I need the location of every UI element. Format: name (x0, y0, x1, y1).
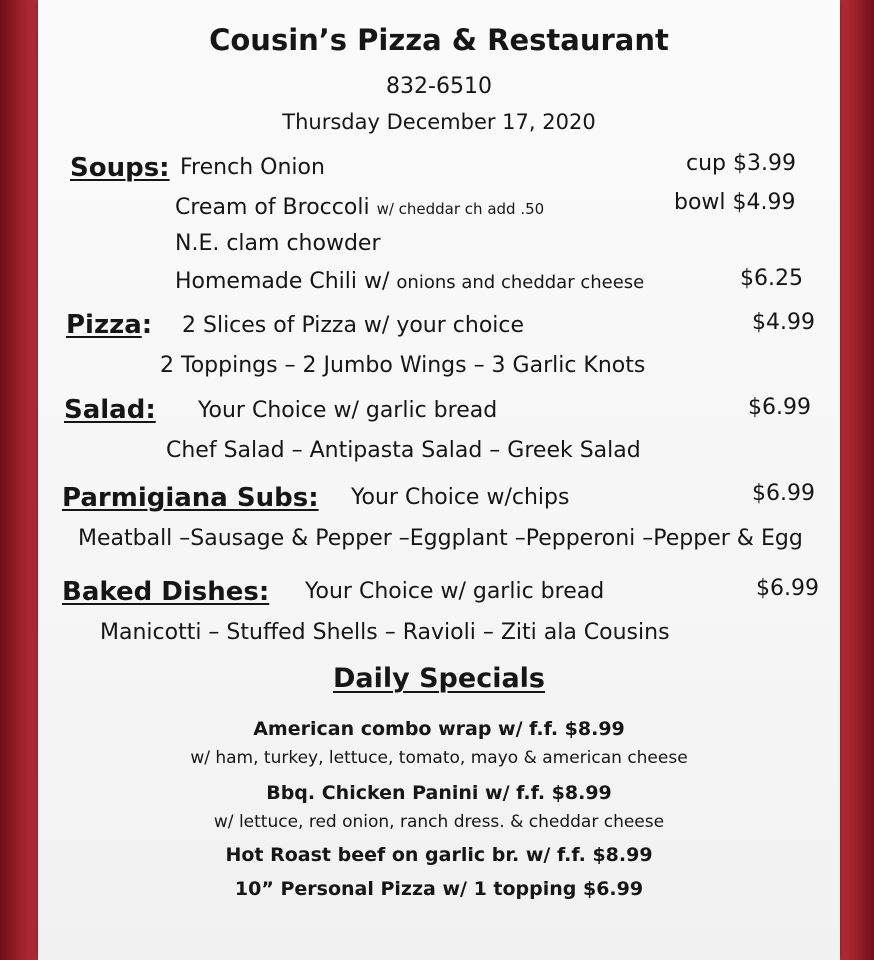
soup-homemade-chili (175, 271, 644, 293)
menu-date: Thursday December 17, 2020 (282, 110, 596, 134)
special-american-combo: American combo wrap w/ f.f. $8.99 (253, 718, 625, 740)
soup-cream-broccoli-note: w/ cheddar ch add .50 (376, 200, 545, 218)
pizza-heading-label: Pizza (66, 310, 142, 340)
salad-options: Chef Salad – Antipasta Salad – Greek Salad (166, 438, 641, 463)
soup-bowl-price: bowl $4.99 (674, 190, 796, 215)
soup-cream-broccoli (175, 197, 544, 219)
subs-description: Your Choice w/chips (351, 485, 570, 510)
subs-options: Meatball –Sausage & Pepper –Eggplant –Pepperoni –Pepper & Egg (78, 526, 803, 551)
special-bbq-panini-desc: w/ lettuce, red onion, ranch dress. & cheddar cheese (213, 812, 665, 832)
baked-heading: Baked Dishes: (62, 577, 270, 607)
phone-number: 832-6510 (386, 74, 492, 99)
pizza-price: $4.99 (752, 310, 815, 335)
restaurant-title: Cousin’s Pizza & Restaurant (209, 23, 669, 57)
baked-options: Manicotti – Stuffed Shells – Ravioli – Ziti ala Cousins (100, 620, 670, 645)
special-hot-roast-beef: Hot Roast beef on garlic br. w/ f.f. $8.99 (225, 844, 653, 866)
pizza-options: 2 Toppings – 2 Jumbo Wings – 3 Garlic Knots (160, 353, 646, 378)
soup-cup-price: cup $3.99 (686, 151, 796, 176)
special-american-combo-desc: w/ ham, turkey, lettuce, tomato, mayo & american cheese (190, 748, 688, 768)
soup-french-onion: French Onion (180, 155, 325, 180)
baked-description: Your Choice w/ garlic bread (305, 579, 605, 604)
red-background-left (0, 0, 40, 960)
pizza-heading (66, 312, 152, 338)
subs-heading: Parmigiana Subs: (62, 483, 319, 513)
red-background-right (838, 0, 874, 960)
baked-price: $6.99 (756, 576, 819, 601)
subs-price: $6.99 (752, 481, 815, 506)
daily-specials-title: Daily Specials (332, 663, 546, 694)
soup-chili-price: $6.25 (740, 266, 803, 291)
pizza-description: 2 Slices of Pizza w/ your choice (182, 313, 525, 338)
special-bbq-panini: Bbq. Chicken Panini w/ f.f. $8.99 (266, 782, 612, 804)
soup-clam-chowder: N.E. clam chowder (175, 231, 381, 256)
salad-description: Your Choice w/ garlic bread (198, 398, 498, 423)
special-personal-pizza: 10” Personal Pizza w/ 1 topping $6.99 (234, 878, 644, 900)
pizza-heading-colon: : (141, 310, 153, 340)
soup-chili-label: Homemade Chili w/ (175, 269, 390, 294)
soup-cream-broccoli-label: Cream of Broccoli (175, 195, 370, 220)
soup-chili-note: onions and cheddar cheese (396, 272, 645, 293)
salad-heading: Salad: (64, 395, 156, 425)
salad-price: $6.99 (748, 395, 811, 420)
soups-heading: Soups: (70, 153, 170, 183)
menu-sheet (38, 0, 840, 960)
